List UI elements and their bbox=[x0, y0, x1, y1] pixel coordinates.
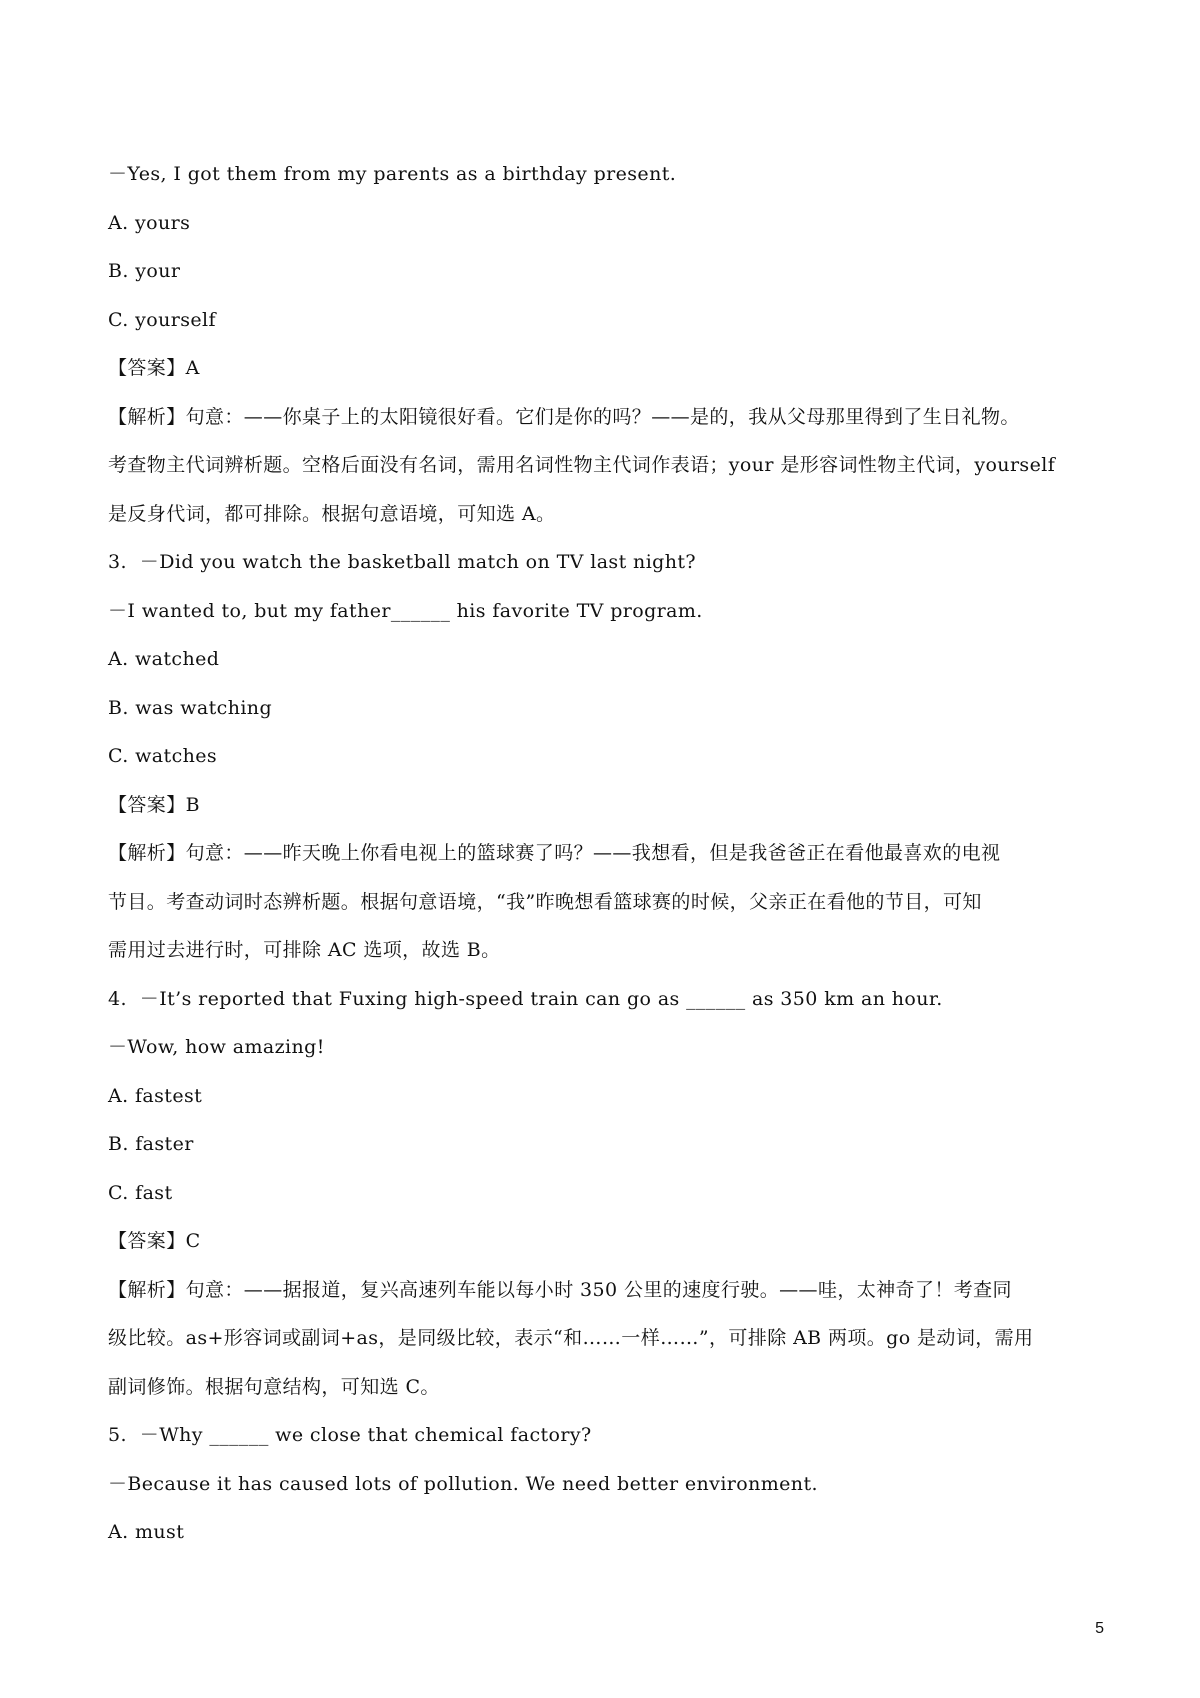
explanation-line: 副词修饰。根据句意结构，可知选 C。 bbox=[108, 1375, 440, 1398]
option-a: A. watched bbox=[108, 648, 220, 670]
option-b: B. faster bbox=[108, 1133, 194, 1155]
option-a: A. must bbox=[108, 1521, 185, 1543]
question-4: 4. －It’s reported that Fuxing high-speed train can go as ______ as 350 km an hour. bbox=[108, 987, 943, 1010]
dialogue-line: －Because it has caused lots of pollution. We need better environment. bbox=[108, 1472, 818, 1495]
question-3: 3. －Did you watch the basketball match on TV last night? bbox=[108, 551, 696, 573]
option-b: B. was watching bbox=[108, 696, 273, 719]
option-c: C. watches bbox=[108, 745, 218, 767]
dialogue-line: －Yes, I got them from my parents as a birthday present. bbox=[108, 163, 677, 185]
option-c: C. yourself bbox=[108, 308, 216, 331]
explanation-line: 需用过去进行时，可排除 AC 选项，故选 B。 bbox=[108, 939, 501, 961]
answer-line: 【答案】B bbox=[108, 793, 200, 816]
page-content bbox=[108, 150, 1108, 1557]
dialogue-line: －I wanted to, but my father______ his favorite TV program. bbox=[108, 599, 703, 622]
option-a: A. fastest bbox=[108, 1084, 203, 1107]
dialogue-line: －Wow, how amazing! bbox=[108, 1036, 325, 1058]
option-c: C. fast bbox=[108, 1181, 173, 1204]
explanation-line: 是反身代词，都可排除。根据句意语境，可知选 A。 bbox=[108, 502, 556, 525]
explanation-line: 【解析】句意：——据报道，复兴高速列车能以每小时 350 公里的速度行驶。——哇，太神奇了！考查同 bbox=[108, 1278, 1012, 1301]
option-b: B. your bbox=[108, 260, 181, 282]
question-5: 5. －Why ______ we close that chemical factory? bbox=[108, 1424, 592, 1446]
answer-line: 【答案】A bbox=[108, 357, 200, 379]
answer-line: 【答案】C bbox=[108, 1230, 201, 1252]
explanation-line: 【解析】句意：——昨天晚上你看电视上的篮球赛了吗？——我想看，但是我爸爸正在看他最喜欢的电视 bbox=[108, 842, 1001, 864]
option-a: A. yours bbox=[108, 211, 191, 234]
explanation-line: 考查物主代词辨析题。空格后面没有名词，需用名词性物主代词作表语；your 是形容词性物主代词，yourself bbox=[108, 454, 1056, 476]
explanation-line: 【解析】句意：——你桌子上的太阳镜很好看。它们是你的吗？——是的，我从父母那里得到了生日礼物。 bbox=[108, 405, 1020, 428]
explanation-line: 节目。考查动词时态辨析题。根据句意语境，“我”昨晚想看篮球赛的时候，父亲正在看他的节目，可知 bbox=[108, 890, 982, 913]
explanation-line: 级比较。as+形容词或副词+as，是同级比较，表示“和……一样……”，可排除 AB 两项。go 是动词，需用 bbox=[108, 1327, 1034, 1349]
page-number: 5 bbox=[1095, 1620, 1104, 1637]
